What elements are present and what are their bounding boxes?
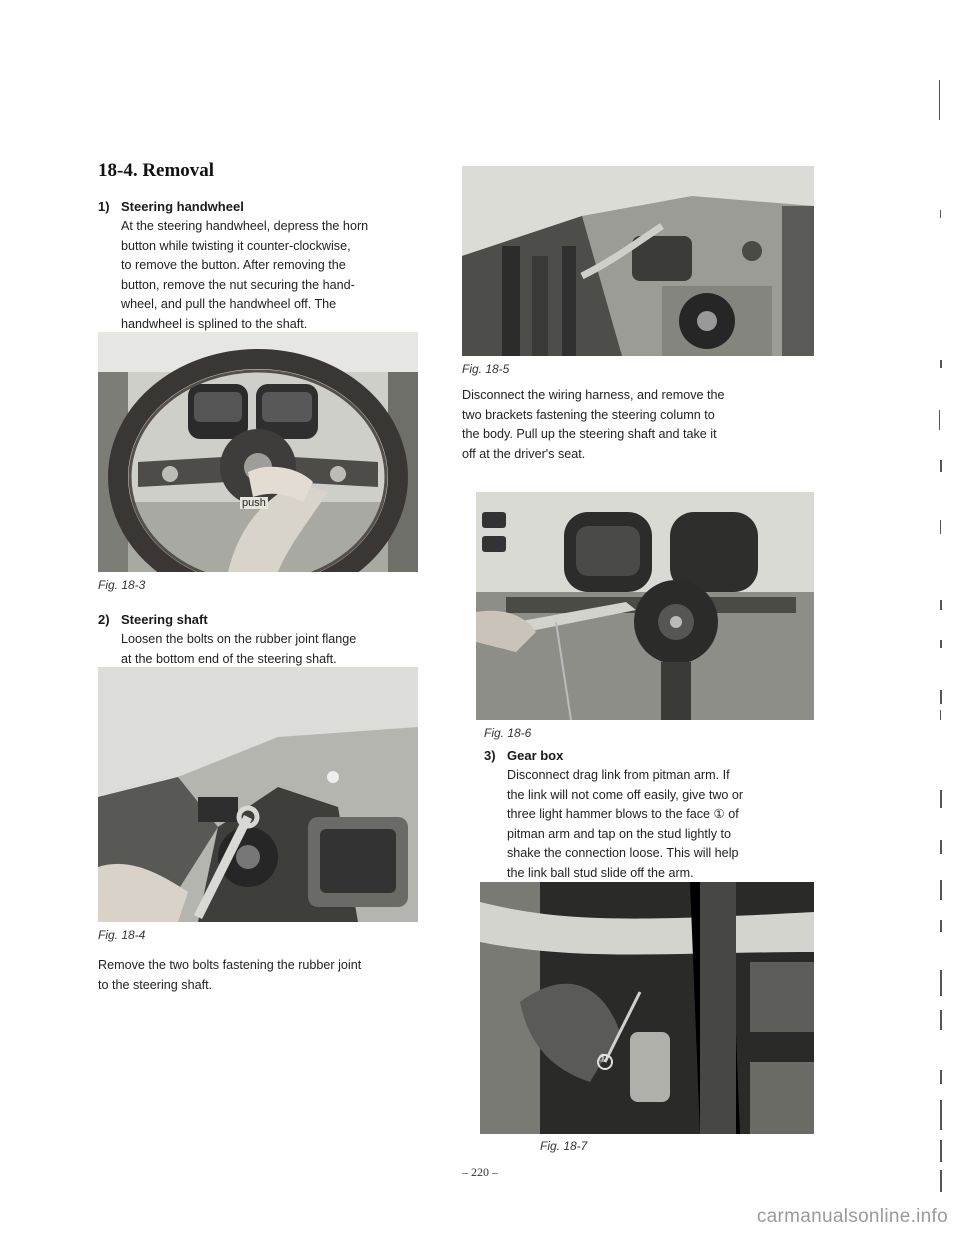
text-line: at the bottom end of the steering shaft. (121, 651, 337, 666)
text-line: the body. Pull up the steering shaft and take it (462, 427, 717, 441)
fig-18-4-photo (98, 667, 418, 922)
fig-18-7-photo (480, 882, 814, 1134)
text-line: button while twisting it counter-clockwise, (121, 238, 351, 253)
fig-18-5-photo (462, 166, 814, 356)
text-line: button, remove the nut securing the hand- (121, 277, 355, 292)
fig-18-6-caption: Fig. 18-6 (484, 726, 532, 740)
watermark: carmanualsonline.info (756, 1206, 948, 1227)
fig-18-6-photo (476, 492, 814, 720)
text-line: shake the connection loose. This will help (507, 846, 739, 860)
step-3-title: Gear box (507, 748, 564, 763)
text-line: At the steering handwheel, depress the horn (121, 219, 369, 233)
text-line: three light hammer blows to the face ① of (507, 807, 739, 821)
text-line: Loosen the bolts on the rubber joint flange (121, 632, 357, 646)
text-line: wheel, and pull the handwheel off. The (121, 297, 337, 311)
step-1-number: 1) (98, 199, 110, 214)
fig-18-7-caption: Fig. 18-7 (540, 1139, 588, 1153)
text-line: Disconnect the wiring harness, and remove the (462, 388, 725, 402)
step-3-text (507, 766, 814, 883)
text-line: to remove the button. After removing the (121, 258, 346, 272)
text-line: pitman arm and tap on the stud lightly to (507, 826, 732, 841)
disconnect-wiring-text (462, 386, 814, 464)
step-1-text (121, 217, 437, 334)
page-number: – 220 – (462, 1165, 498, 1179)
remove-bolts-text (98, 956, 438, 995)
step-3-number: 3) (484, 748, 496, 763)
scan-edge-marks (930, 80, 960, 1200)
step-2-title: Steering shaft (121, 612, 208, 627)
text-line: the link will not come off easily, give two or (507, 787, 744, 802)
step-2-number: 2) (98, 612, 110, 627)
fig-18-4-caption: Fig. 18-4 (98, 928, 146, 942)
text-line: to the steering shaft. (98, 977, 213, 992)
fig-18-5-caption: Fig. 18-5 (462, 362, 510, 376)
text-line: Disconnect drag link from pitman arm. If (507, 768, 730, 782)
fig-18-3-caption: Fig. 18-3 (98, 578, 146, 592)
text-line: two brackets fastening the steering column to (462, 407, 715, 422)
text-line: handwheel is splined to the shaft. (121, 316, 308, 331)
step-2-text (121, 630, 437, 669)
step-1-title: Steering handwheel (121, 199, 244, 214)
fig-18-3-photo (98, 332, 418, 572)
callout-1-label: ① (598, 1053, 608, 1065)
section-title: 18-4. Removal (98, 160, 215, 181)
text-line: off at the driver's seat. (462, 446, 586, 461)
text-line: Remove the two bolts fastening the rubber joint (98, 958, 362, 972)
text-line: the link ball stud slide off the arm. (507, 865, 694, 880)
push-label: push (242, 497, 266, 509)
